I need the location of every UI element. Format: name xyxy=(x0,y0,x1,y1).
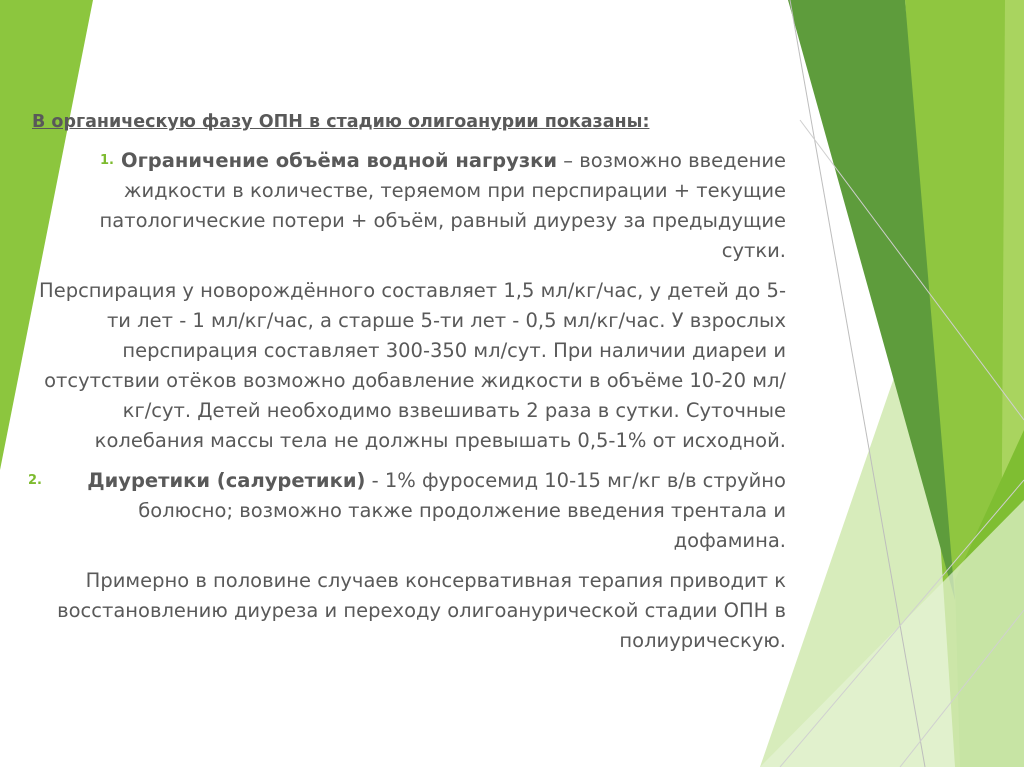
list-number-1: 1. xyxy=(100,153,114,168)
list-item-2 xyxy=(30,466,786,556)
item-1-title: Ограничение объёма водной нагрузки xyxy=(121,149,558,172)
slide-content xyxy=(30,112,786,666)
item-2-title: Диуретики (салуретики) xyxy=(87,469,366,492)
slide-heading: В органическую фазу ОПН в стадию олигоанурии показаны: xyxy=(32,112,650,132)
item-1-note: Перспирация у новорождённого составляет 1,5 мл/кг/час, у детей до 5-ти лет - 1 мл/кг/час, а старше 5-ти лет - 0,5 мл/кг/час. У взрослых перспирация составляет 300-350 мл/сут. При наличии диареи и отсутствии отёков возможно добавление жидкости в объёме 10-20 мл/кг/сут. Детей необходимо взвешивать 2 раза в сутки. Суточные колебания массы тела не должны превышать 0,5-1% от исходной. xyxy=(39,279,786,452)
item-2-text: - 1% фуросемид 10-15 мг/кг в/в струйно болюсно; возможно также продолжение введения трентала и дофамина. xyxy=(138,469,786,552)
list-item-1 xyxy=(30,146,786,266)
list-number-2: 2. xyxy=(28,473,42,488)
item-2-note: Примерно в половине случаев консервативная терапия приводит к восстановлению диуреза и переходу олигоанурической стадии ОПН в полиурическую. xyxy=(57,569,786,652)
item-1-text: – возможно введение жидкости в количестве, теряемом при перспирации + текущие патологические потери + объём, равный диурезу за предыдущие сутки. xyxy=(99,149,786,262)
